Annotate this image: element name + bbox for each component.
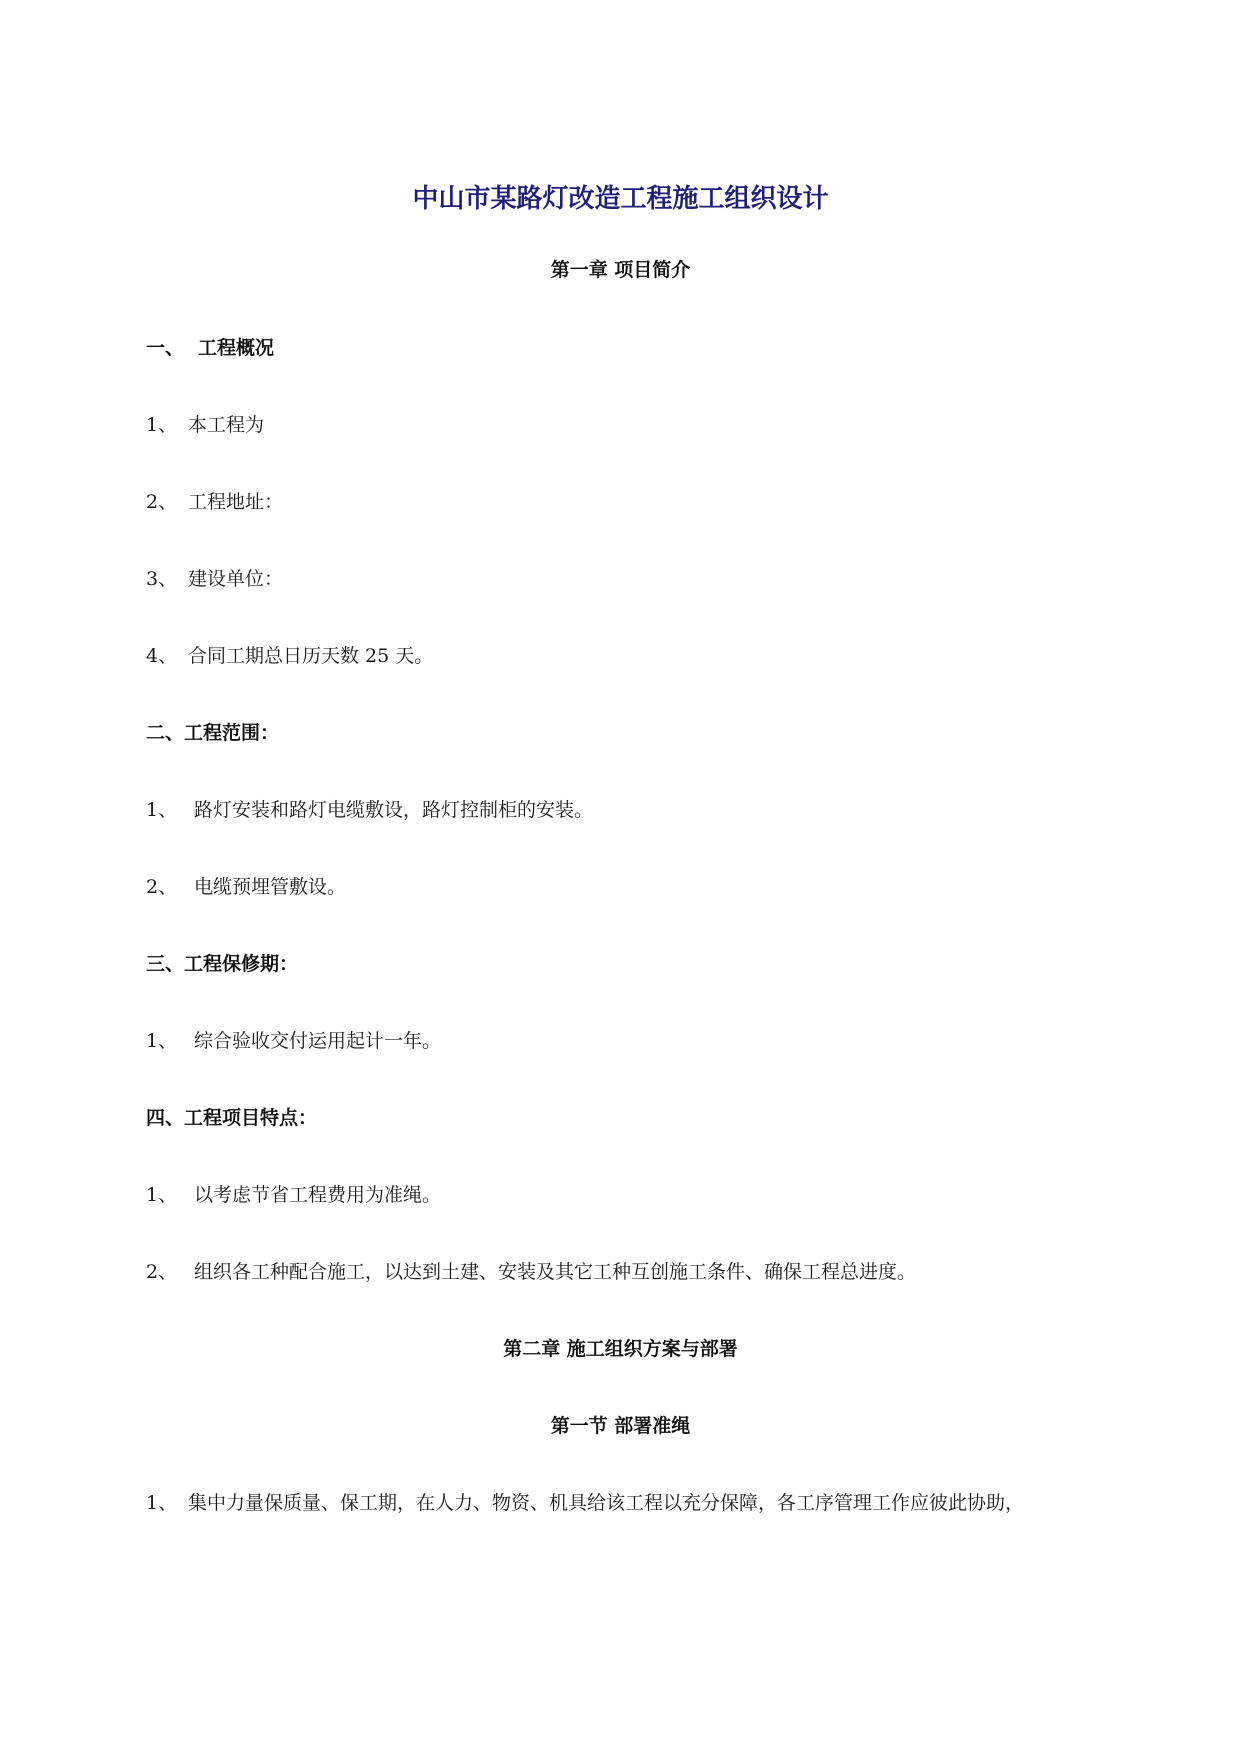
list-item-text: 路灯安装和路灯电缆敷设，路灯控制柜的安装。 (194, 799, 594, 821)
list-item-number: 1、 (146, 1492, 178, 1514)
section-1-number: 一、 (146, 337, 185, 359)
list-item-text: 本工程为 (188, 414, 265, 436)
list-item-number: 1、 (146, 799, 178, 821)
list-item-number: 4、 (146, 645, 178, 667)
chapter-2-heading: 第二章 施工组织方案与部署 (503, 1338, 738, 1360)
list-item (146, 643, 433, 669)
chapter-1-heading: 第一章 项目简介 (550, 259, 691, 281)
list-item-text: 工程地址： (188, 491, 284, 513)
list-item-text: 建设单位： (188, 568, 284, 590)
section-2-heading: 二、工程范围： (146, 722, 280, 744)
list-item (146, 412, 264, 438)
list-item (146, 1259, 916, 1285)
list-item (146, 489, 283, 515)
section-heading: 第一节 部署准绳 (550, 1415, 691, 1437)
list-item-text: 以考虑节省工程费用为准绳。 (194, 1184, 442, 1206)
section-3-heading: 三、工程保修期： (146, 953, 299, 975)
list-item-text: 组织各工种配合施工，以达到土建、安装及其它工种互创施工条件、确保工程总进度。 (194, 1261, 917, 1283)
list-item-number: 1、 (146, 414, 178, 436)
list-item-number: 2、 (146, 876, 178, 898)
list-item-number: 2、 (146, 1261, 178, 1283)
section-4-heading: 四、工程项目特点： (146, 1107, 318, 1129)
list-item (146, 566, 283, 592)
list-item-text: 合同工期总日历天数 25 天。 (188, 645, 434, 667)
list-item-number: 3、 (146, 568, 178, 590)
list-item-text: 集中力量保质量、保工期，在人力、物资、机具给该工程以充分保障，各工序管理工作应彼此协助， (188, 1492, 1025, 1514)
list-item (146, 874, 346, 900)
list-item-text: 综合验收交付运用起计一年。 (194, 1030, 442, 1052)
list-item-number: 1、 (146, 1030, 178, 1052)
list-item (146, 1490, 1024, 1516)
list-item-number: 1、 (146, 1184, 178, 1206)
list-item (146, 797, 593, 823)
list-item-text: 电缆预埋管敷设。 (194, 876, 347, 898)
list-item-number: 2、 (146, 491, 178, 513)
document-title: 中山市某路灯改造工程施工组织设计 (412, 184, 829, 214)
section-1-heading (146, 335, 274, 361)
list-item (146, 1182, 441, 1208)
list-item (146, 1028, 441, 1054)
section-1-title: 工程概况 (198, 337, 275, 359)
